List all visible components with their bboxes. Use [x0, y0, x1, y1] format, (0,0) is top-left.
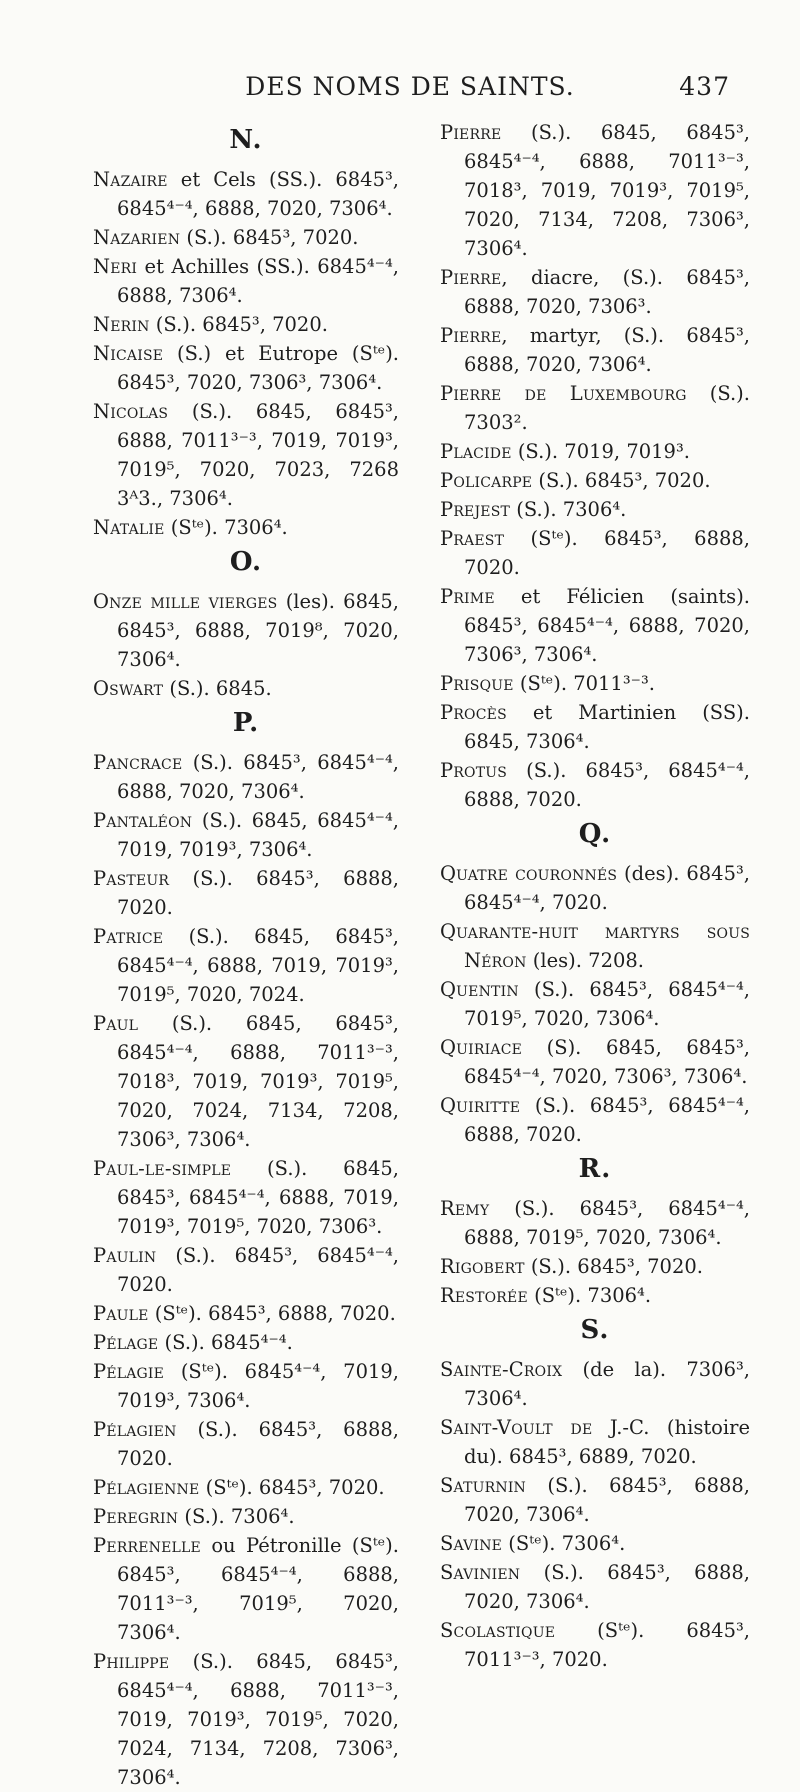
entry-references: (S.). 6845, 6845³, 6845⁴⁻⁴, 6888, 7011³⁻³, 7019, 7019³, 7019⁵, 7020, 7024, 7134, 7208, 7306³, 7306⁴. — [117, 1650, 399, 1789]
index-entry — [93, 1357, 399, 1415]
index-entry — [93, 310, 399, 339]
entry-references: (Sᵗᵉ). 6845³, 7011³⁻³, 7020. — [464, 1619, 750, 1671]
saint-name: Procès — [440, 701, 507, 724]
index-entry — [440, 1616, 750, 1674]
index-entry — [93, 1299, 399, 1328]
index-entry — [440, 917, 750, 975]
index-entry — [93, 1154, 399, 1241]
index-entry — [93, 1647, 399, 1792]
index-entry — [440, 1281, 750, 1310]
saint-name: Quatre couronnés — [440, 862, 618, 885]
saint-name: Pasteur — [93, 867, 170, 890]
saint-name: Pierre — [440, 121, 502, 144]
section-letter: S. — [580, 1315, 610, 1345]
entry-references: (S). 6845, 6845³, 6845⁴⁻⁴, 7020, 7306³, 7306⁴. — [464, 1036, 750, 1088]
entry-references: (S.). 6845³, 7020. — [524, 1255, 703, 1278]
saint-name: Paul-le-simple — [93, 1157, 232, 1180]
section-letter: R. — [578, 1154, 612, 1184]
entry-references: (S.). 6845³, 6845⁴⁻⁴, 7019⁵, 7020, 7306⁴. — [464, 978, 750, 1030]
index-entry — [440, 859, 750, 917]
saint-name: Praest — [440, 527, 505, 550]
entry-references: (S.). 7306⁴. — [178, 1505, 295, 1528]
entry-references: (S.). 6845³, 6845⁴⁻⁴, 6888, 7020, 7306⁴. — [117, 751, 399, 803]
entry-references: (S.). 6845³, 6845⁴⁻⁴, 6888, 7020. — [464, 759, 750, 811]
index-entry — [440, 1194, 750, 1252]
entry-references: (S.). 6845³, 6845⁴⁻⁴, 6888, 7019⁵, 7020, 7306⁴. — [464, 1197, 750, 1249]
saint-name: Saturnin — [440, 1474, 527, 1497]
index-entry — [440, 495, 750, 524]
index-entry — [440, 975, 750, 1033]
entry-references: (Sᵗᵉ). 7306⁴. — [527, 1284, 652, 1307]
entry-references: (S.). 6845³, 6845⁴⁻⁴, 7020. — [117, 1244, 399, 1296]
saint-name: Savine — [440, 1532, 503, 1555]
saint-name: Savinien — [440, 1561, 521, 1584]
entry-references: (S.). 6845, 6845³, 6845⁴⁻⁴, 6888, 7019, 7019³, 7019⁵, 7020, 7306³. — [117, 1157, 399, 1238]
saint-name: Peregrin — [93, 1505, 179, 1528]
entry-references: (Sᵗᵉ). 6845³, 6888, 7020. — [148, 1302, 396, 1325]
index-entry — [440, 1252, 750, 1281]
entry-references: (S.). 6845³, 6888, 7020, 7306⁴. — [464, 1474, 750, 1526]
entry-references: (S.). 6845, 6845³, 6888, 7011³⁻³, 7019, 7019³, 7019⁵, 7020, 7023, 7268 3ᴬ3., 7306⁴. — [117, 400, 399, 510]
index-entry — [440, 1355, 750, 1413]
entry-references: (S.). 6845⁴⁻⁴. — [158, 1331, 293, 1354]
saint-name: Nazaire — [93, 168, 168, 191]
saint-name: Remy — [440, 1197, 490, 1220]
right-column — [440, 118, 750, 1674]
index-entry — [440, 669, 750, 698]
index-entry — [440, 437, 750, 466]
saint-name: Paulin — [93, 1244, 157, 1267]
saint-name: Restorée — [440, 1284, 528, 1307]
saint-name: Policarpe — [440, 469, 533, 492]
entry-references: (S.). 7303². — [464, 382, 750, 434]
section-letter: P. — [232, 708, 260, 738]
entry-references: (S.). 6845, 6845⁴⁻⁴, 7019, 7019³, 7306⁴. — [117, 809, 399, 861]
saint-name: Perrenelle — [93, 1534, 201, 1557]
entry-references: (Sᵗᵉ). 6845³, 6888, 7020. — [464, 527, 750, 579]
index-entry — [93, 1531, 399, 1647]
saint-name: Pélage — [93, 1331, 159, 1354]
saint-name: Philippe — [93, 1650, 170, 1673]
index-entry — [93, 748, 399, 806]
index-entry — [93, 165, 399, 223]
entry-references: (les). 6845, 6845³, 6888, 7019⁸, 7020, 7306⁴. — [117, 590, 399, 671]
running-head — [90, 72, 730, 101]
saint-name: Onze mille vierges — [93, 590, 278, 613]
index-entry — [93, 1415, 399, 1473]
index-entry — [440, 1471, 750, 1529]
index-entry — [440, 1091, 750, 1149]
page-title: DES NOMS DE SAINTS. — [245, 72, 575, 101]
saint-name: Oswart — [93, 677, 164, 700]
index-entry — [93, 1009, 399, 1154]
entry-references: J.-C. (histoire du). 6845³, 6889, 7020. — [464, 1416, 750, 1468]
entry-references: (Sᵗᵉ). 7011³⁻³. — [513, 672, 655, 695]
index-entry — [440, 524, 750, 582]
index-entry — [440, 1529, 750, 1558]
index-entry — [440, 1413, 750, 1471]
saint-name: Pancrace — [93, 751, 183, 774]
entry-references: et Félicien (saints). 6845³, 6845⁴⁻⁴, 6888, 7020, 7306³, 7306⁴. — [464, 585, 750, 666]
entry-references: ou Pétronille (Sᵗᵉ). 6845³, 6845⁴⁻⁴, 6888, 7011³⁻³, 7019⁵, 7020, 7306⁴. — [117, 1534, 399, 1644]
index-entry — [93, 1473, 399, 1502]
index-entry — [440, 1033, 750, 1091]
entry-references: (des). 6845³, 6845⁴⁻⁴, 7020. — [464, 862, 751, 914]
index-entry — [93, 674, 399, 703]
saint-name: Saint-Voult de — [440, 1416, 593, 1439]
saint-name: Quentin — [440, 978, 519, 1001]
index-entry — [440, 582, 750, 669]
saint-name: Prime — [440, 585, 495, 608]
saint-name: Paul — [93, 1012, 139, 1035]
saint-name: Rigobert — [440, 1255, 525, 1278]
saint-name: Quiritte — [440, 1094, 521, 1117]
index-entry — [93, 1241, 399, 1299]
index-entry — [93, 339, 399, 397]
index-entry — [93, 922, 399, 1009]
saint-name: Paule — [93, 1302, 149, 1325]
section-letter: O. — [229, 547, 263, 577]
saint-name: Pierre — [440, 324, 502, 347]
page-number: 437 — [679, 72, 730, 101]
entry-references: (les). 7208. — [526, 949, 644, 972]
entry-references: (S.). 6845. — [163, 677, 272, 700]
index-entry — [93, 252, 399, 310]
saint-name: Nicolas — [93, 400, 169, 423]
saint-name: Pélagien — [93, 1418, 177, 1441]
saint-name: Nerin — [93, 313, 150, 336]
saint-name: Prejest — [440, 498, 511, 521]
index-entry — [440, 698, 750, 756]
saint-name: Neri — [93, 255, 138, 278]
section-letter: N. — [229, 125, 263, 155]
entry-references: (S.). 6845³, 6888, 7020, 7306⁴. — [464, 1561, 750, 1613]
index-entry — [93, 223, 399, 252]
entry-references: (Sᵗᵉ). 6845⁴⁻⁴, 7019, 7019³, 7306⁴. — [117, 1360, 399, 1412]
entry-references: (S.). 6845³, 7020. — [532, 469, 711, 492]
index-entry — [440, 321, 750, 379]
section-letter: Q. — [578, 819, 612, 849]
index-entry — [93, 1328, 399, 1357]
saint-name: Pierre — [440, 266, 502, 289]
saint-name: Pierre de Luxembourg — [440, 382, 687, 405]
entry-references: (Sᵗᵉ). 7306⁴. — [502, 1532, 626, 1555]
entry-references: (S.). 7019, 7019³. — [511, 440, 690, 463]
index-entry — [93, 864, 399, 922]
entry-references: (de la). 7306³, 7306⁴. — [464, 1358, 750, 1410]
entry-references: (S.). 6845³, 7020. — [149, 313, 328, 336]
index-entry — [93, 806, 399, 864]
entry-references: (S.). 6845³, 6888, 7020. — [117, 1418, 399, 1470]
entry-references: , martyr, (S.). 6845³, 6888, 7020, 7306⁴. — [464, 324, 750, 376]
entry-references: (S.). 6845, 6845³, 6845⁴⁻⁴, 6888, 7011³⁻³, 7018³, 7019, 7019³, 7019⁵, 7020, 7134, 7208, 7306³, 7306⁴. — [464, 121, 750, 260]
entry-references: (S.). 6845, 6845³, 6845⁴⁻⁴, 6888, 7019, 7019³, 7019⁵, 7020, 7024. — [117, 925, 399, 1006]
entry-references: (Sᵗᵉ). 6845³, 7020. — [199, 1476, 385, 1499]
entry-references: , diacre, (S.). 6845³, 6888, 7020, 7306³. — [464, 266, 750, 318]
entry-references: (S.). 6845, 6845³, 6845⁴⁻⁴, 6888, 7011³⁻³, 7018³, 7019, 7019³, 7019⁵, 7020, 7024, 7134, 7208, 7306³, 7306⁴. — [117, 1012, 399, 1151]
entry-references: (Sᵗᵉ). 7306⁴. — [164, 516, 288, 539]
index-entry — [440, 1558, 750, 1616]
saint-name: Protus — [440, 759, 508, 782]
saint-name: Nazarien — [93, 226, 181, 249]
entry-references: et Martinien (SS). 6845, 7306⁴. — [464, 701, 750, 753]
entry-references: et Achilles (SS.). 6845⁴⁻⁴, 6888, 7306⁴. — [117, 255, 399, 307]
saint-name: Placide — [440, 440, 512, 463]
saint-name: Nicaise — [93, 342, 164, 365]
entry-references: et Cels (SS.). 6845³, 6845⁴⁻⁴, 6888, 7020, 7306⁴. — [117, 168, 399, 220]
saint-name: Patrice — [93, 925, 164, 948]
saint-name: Pélagie — [93, 1360, 165, 1383]
saint-name: Quarante-huit martyrs sous Néron — [440, 920, 750, 972]
index-entry — [440, 118, 750, 263]
index-entry — [440, 466, 750, 495]
index-entry — [93, 1502, 399, 1531]
entry-references: (S.). 7306⁴. — [510, 498, 627, 521]
entry-references: (S.). 6845³, 6845⁴⁻⁴, 6888, 7020. — [464, 1094, 750, 1146]
saint-name: Scolastique — [440, 1619, 556, 1642]
entry-references: (S.). 6845³, 7020. — [180, 226, 359, 249]
index-entry — [93, 397, 399, 513]
saint-name: Pantaléon — [93, 809, 193, 832]
saint-name: Pélagienne — [93, 1476, 200, 1499]
index-entry — [440, 756, 750, 814]
left-column — [93, 118, 399, 1792]
saint-name: Natalie — [93, 516, 165, 539]
saint-name: Sainte-Croix — [440, 1358, 563, 1381]
index-entry — [440, 263, 750, 321]
index-entry — [93, 513, 399, 542]
index-entry — [93, 587, 399, 674]
entry-references: (S.). 6845³, 6888, 7020. — [117, 867, 399, 919]
saint-name: Prisque — [440, 672, 514, 695]
index-entry — [440, 379, 750, 437]
entry-references: (S.) et Eutrope (Sᵗᵉ). 6845³, 7020, 7306³, 7306⁴. — [117, 342, 399, 394]
saint-name: Quiriace — [440, 1036, 523, 1059]
